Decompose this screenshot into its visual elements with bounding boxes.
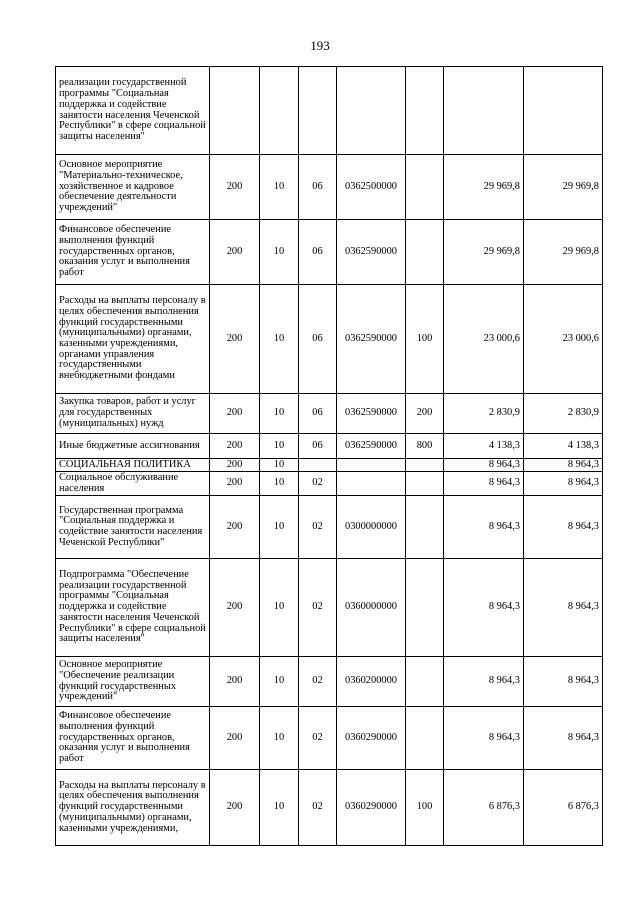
cell-subsection: 06 [299, 394, 337, 434]
cell-target-article [337, 472, 406, 496]
cell-subsection: 02 [299, 472, 337, 496]
cell-target-article: 0360290000 [337, 770, 406, 846]
cell-code: 200 [210, 770, 260, 846]
table-row [56, 459, 603, 472]
cell-target-article [337, 67, 406, 155]
cell-subsection: 02 [299, 559, 337, 657]
row-name: Финансовое обеспечение выполнения функций государственных органов, оказания услуг и выполнения работ [56, 220, 210, 285]
cell-amount-2: 29 969,8 [524, 220, 603, 285]
cell-expense-type [406, 220, 444, 285]
cell-target-article: 0362590000 [337, 394, 406, 434]
page-number: 193 [310, 38, 330, 53]
cell-code: 200 [210, 459, 260, 472]
cell-subsection: 02 [299, 770, 337, 846]
cell-expense-type [406, 459, 444, 472]
cell-amount-1: 29 969,8 [444, 155, 524, 220]
cell-amount-1: 2 830,9 [444, 394, 524, 434]
row-name: Основное мероприятие "Обеспечение реализации функций государственных учреждений" [56, 657, 210, 707]
cell-subsection: 06 [299, 285, 337, 394]
cell-section: 10 [260, 472, 299, 496]
cell-target-article: 0362590000 [337, 434, 406, 459]
cell-expense-type [406, 472, 444, 496]
row-name: Расходы на выплаты персоналу в целях обеспечения выполнения функций государственными (муниципальными) органами, казенными учреждениями, органами управления государственными внебюджетными фондами [56, 285, 210, 394]
table-row [56, 220, 603, 285]
cell-section: 10 [260, 559, 299, 657]
cell-amount-2: 8 964,3 [524, 459, 603, 472]
row-name: Закупка товаров, работ и услуг для государственных (муниципальных) нужд [56, 394, 210, 434]
row-name: реализации государственной программы "Социальная поддержка и содействие занятости населения Чеченской Республики" в сфере социальной защиты населения" [56, 67, 210, 155]
cell-target-article: 0360000000 [337, 559, 406, 657]
row-name: СОЦИАЛЬНАЯ ПОЛИТИКА [56, 459, 210, 472]
table-row [56, 67, 603, 155]
cell-code: 200 [210, 285, 260, 394]
cell-subsection: 06 [299, 220, 337, 285]
cell-amount-1: 6 876,3 [444, 770, 524, 846]
cell-target-article: 0362500000 [337, 155, 406, 220]
cell-code: 200 [210, 496, 260, 559]
row-name: Подпрограмма "Обеспечение реализации государственной программы "Социальная поддержка и содействие занятости населения Чеченской Республики" в сфере социальной защиты населения" [56, 559, 210, 657]
cell-code: 200 [210, 559, 260, 657]
cell-expense-type [406, 707, 444, 770]
cell-amount-2: 4 138,3 [524, 434, 603, 459]
cell-amount-1: 8 964,3 [444, 657, 524, 707]
cell-expense-type: 800 [406, 434, 444, 459]
cell-target-article: 0300000000 [337, 496, 406, 559]
cell-subsection [299, 459, 337, 472]
cell-amount-1: 8 964,3 [444, 707, 524, 770]
cell-subsection [299, 67, 337, 155]
table-row [56, 285, 603, 394]
cell-amount-2: 8 964,3 [524, 657, 603, 707]
cell-expense-type [406, 559, 444, 657]
cell-section: 10 [260, 285, 299, 394]
cell-section: 10 [260, 394, 299, 434]
budget-table [55, 66, 603, 846]
cell-amount-1: 8 964,3 [444, 559, 524, 657]
cell-amount-2: 2 830,9 [524, 394, 603, 434]
cell-amount-2: 8 964,3 [524, 496, 603, 559]
row-name: Социальное обслуживание населения [56, 472, 210, 496]
cell-amount-1: 23 000,6 [444, 285, 524, 394]
cell-section: 10 [260, 459, 299, 472]
cell-amount-2: 6 876,3 [524, 770, 603, 846]
cell-subsection: 02 [299, 657, 337, 707]
cell-target-article: 0362590000 [337, 285, 406, 394]
cell-expense-type [406, 496, 444, 559]
row-name: Расходы на выплаты персоналу в целях обеспечения выполнения функций государственными (муниципальными) органами, казенными учреждениями, [56, 770, 210, 846]
row-name: Основное мероприятие "Материально-техническое, хозяйственное и кадровое обеспечение деятельности учреждений" [56, 155, 210, 220]
cell-amount-1 [444, 67, 524, 155]
cell-expense-type [406, 155, 444, 220]
row-name: Государственная программа "Социальная поддержка и содействие занятости населения Чеченской Республики" [56, 496, 210, 559]
cell-code: 200 [210, 707, 260, 770]
cell-section [260, 67, 299, 155]
cell-code: 200 [210, 155, 260, 220]
cell-amount-1: 8 964,3 [444, 496, 524, 559]
table-row [56, 155, 603, 220]
cell-amount-1: 8 964,3 [444, 459, 524, 472]
table-row [56, 657, 603, 707]
table-row [56, 559, 603, 657]
cell-target-article: 0360290000 [337, 707, 406, 770]
table-row [56, 394, 603, 434]
cell-subsection: 06 [299, 155, 337, 220]
cell-section: 10 [260, 496, 299, 559]
cell-expense-type: 100 [406, 285, 444, 394]
cell-amount-1: 29 969,8 [444, 220, 524, 285]
cell-subsection: 06 [299, 434, 337, 459]
cell-amount-2: 23 000,6 [524, 285, 603, 394]
cell-section: 10 [260, 770, 299, 846]
cell-subsection: 02 [299, 707, 337, 770]
cell-amount-1: 4 138,3 [444, 434, 524, 459]
cell-section: 10 [260, 657, 299, 707]
cell-amount-2 [524, 67, 603, 155]
cell-code: 200 [210, 472, 260, 496]
table-row [56, 770, 603, 846]
cell-section: 10 [260, 155, 299, 220]
table-row [56, 496, 603, 559]
table-row [56, 707, 603, 770]
row-name: Финансовое обеспечение выполнения функций государственных органов, оказания услуг и выполнения работ [56, 707, 210, 770]
cell-amount-2: 8 964,3 [524, 707, 603, 770]
table-row [56, 472, 603, 496]
cell-amount-2: 29 969,8 [524, 155, 603, 220]
cell-expense-type [406, 657, 444, 707]
cell-section: 10 [260, 220, 299, 285]
cell-amount-2: 8 964,3 [524, 472, 603, 496]
cell-expense-type: 200 [406, 394, 444, 434]
cell-section: 10 [260, 707, 299, 770]
cell-code [210, 67, 260, 155]
cell-code: 200 [210, 657, 260, 707]
cell-target-article: 0362590000 [337, 220, 406, 285]
cell-expense-type [406, 67, 444, 155]
cell-section: 10 [260, 434, 299, 459]
cell-subsection: 02 [299, 496, 337, 559]
row-name: Иные бюджетные ассигнования [56, 434, 210, 459]
cell-amount-2: 8 964,3 [524, 559, 603, 657]
cell-expense-type: 100 [406, 770, 444, 846]
table-row [56, 434, 603, 459]
cell-target-article [337, 459, 406, 472]
cell-code: 200 [210, 394, 260, 434]
cell-code: 200 [210, 434, 260, 459]
cell-target-article: 0360200000 [337, 657, 406, 707]
cell-amount-1: 8 964,3 [444, 472, 524, 496]
cell-code: 200 [210, 220, 260, 285]
